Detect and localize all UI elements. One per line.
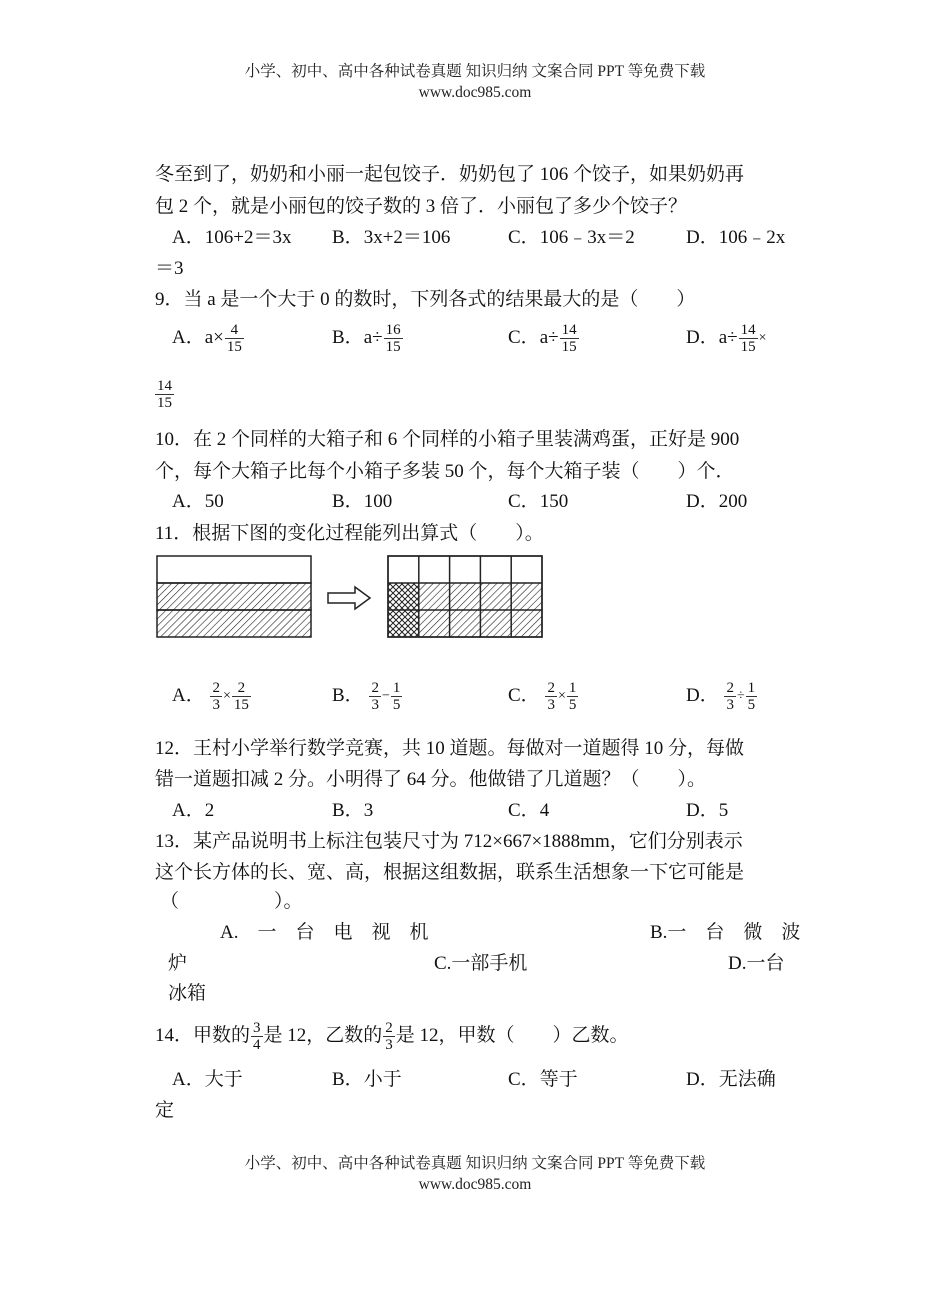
q12-option-d: D．5	[686, 800, 729, 821]
q13-option-d: D.一台	[728, 953, 785, 974]
q11-option-b: B． $\frac{2}{3}$ − $\frac{1}{5}$	[332, 680, 401, 713]
page-header-line1: 小学、初中、高中各种试卷真题 知识归纳 文案合同 PPT 等免费下载	[244, 63, 706, 80]
q8-option-d-wrap: ＝3	[155, 258, 184, 279]
q13-stem-line2: 这个长方体的长、宽、高，根据这组数据，联系生活想象一下它可能是	[155, 862, 745, 883]
q8-stem-line2: 包 2 个，就是小丽包的饺子数的 3 倍了．小丽包了多少个饺子？	[155, 196, 688, 217]
q8-stem-line1: 冬至到了，奶奶和小丽一起包饺子．奶奶包了 106 个饺子，如果奶奶再	[155, 164, 745, 185]
fraction: $\frac{3}{4}$	[253, 1020, 261, 1054]
q11-stem: 11．根据下图的变化过程能列出算式（ ）。	[155, 523, 544, 544]
q10-option-d: D．200	[686, 491, 748, 512]
q10-option-b: B．100	[332, 491, 393, 512]
q14-option-d-wrap: 定	[155, 1100, 175, 1121]
arrow-right-icon	[328, 587, 370, 609]
divided-rectangle	[388, 556, 542, 637]
fraction: $\frac{14}{15}$	[740, 322, 756, 355]
q13-option-b: B.一 台 微 波	[650, 922, 801, 943]
q10-option-c: C．150	[508, 491, 569, 512]
q13-option-c: C.一部手机	[434, 953, 528, 974]
q9-option-c: C．a÷ $\frac{14}{15}$	[508, 322, 577, 355]
q14-option-a: A．大于	[172, 1069, 243, 1090]
q14-option-c: C．等于	[508, 1069, 578, 1090]
page-header-url: www.doc985.com	[418, 84, 532, 101]
q13-stem-line1: 13．某产品说明书上标注包装尺寸为 712×667×1888mm，它们分别表示	[155, 831, 743, 852]
q12-stem-line1: 12．王村小学举行数学竞赛，共 10 道题。每做对一道题得 10 分，每做	[155, 738, 745, 759]
q10-option-a: A．50	[172, 491, 224, 512]
fraction: $\frac{16}{15}$	[385, 322, 401, 355]
q9-option-b: B．a÷ $\frac{16}{15}$	[332, 322, 401, 355]
q13-option-d-wrap: 冰箱	[168, 983, 207, 1004]
q13-option-b-wrap: 炉	[168, 953, 188, 974]
page-footer-url: www.doc985.com	[418, 1176, 532, 1193]
original-rectangle	[157, 556, 311, 637]
q11-option-c: C． $\frac{2}{3}$ × $\frac{1}{5}$	[508, 680, 577, 713]
q8-option-c: C．106﹣3x＝2	[508, 227, 635, 248]
q12-option-c: C．4	[508, 800, 550, 821]
q12-option-a: A．2	[172, 800, 215, 821]
q8-option-b: B．3x+2＝106	[332, 227, 451, 248]
q14-option-d: D．无法确	[686, 1069, 776, 1090]
q8-option-a: A．106+2＝3x	[172, 227, 292, 248]
q11-option-d: D． $\frac{2}{3}$ ÷ $\frac{1}{5}$	[686, 680, 756, 713]
q10-stem-line1: 10．在 2 个同样的大箱子和 6 个同样的小箱子里装满鸡蛋，正好是 900	[155, 429, 740, 450]
q13-option-a: A. 一 台 电 视 机	[220, 922, 429, 943]
q9-option-d-wrap	[154, 378, 175, 411]
q13-stem-line3: （ ）。	[160, 891, 303, 912]
fraction: $\frac{14}{15}$	[561, 322, 577, 355]
q12-stem-line2: 错一道题扣减 2 分。小明得了 64 分。他做错了几道题？（ ）。	[155, 769, 707, 790]
page-footer-line1: 小学、初中、高中各种试卷真题 知识归纳 文案合同 PPT 等免费下载	[244, 1155, 706, 1172]
q9-option-d: D．a÷ $\frac{14}{15}$ ×	[686, 322, 767, 355]
fraction: $\frac{14}{15}$	[157, 378, 172, 411]
fraction: $\frac{4}{15}$	[226, 322, 242, 355]
q9-option-a: A．a× $\frac{4}{15}$	[172, 322, 242, 355]
q10-stem-line2: 个，每个大箱子比每个小箱子多装 50 个，每个大箱子装（ ）个．	[155, 461, 735, 482]
q8-option-d: D．106﹣2x	[686, 227, 786, 248]
q11-option-a: A． $\frac{2}{3}$ × $\frac{2}{15}$	[172, 680, 249, 713]
q9-stem: 9．当 a 是一个大于 0 的数时，下列各式的结果最大的是（ ）	[155, 289, 696, 310]
q14-option-b: B．小于	[332, 1069, 402, 1090]
q14-stem: 14．甲数的 $\frac{3}{4}$ 是 12，乙数的 $\frac{2}{3}$ 是 12，甲数（ ）乙数。	[155, 1020, 629, 1054]
q12-option-b: B．3	[332, 800, 374, 821]
q11-fraction-diagram	[150, 548, 550, 644]
fraction: $\frac{2}{3}$	[385, 1020, 393, 1054]
